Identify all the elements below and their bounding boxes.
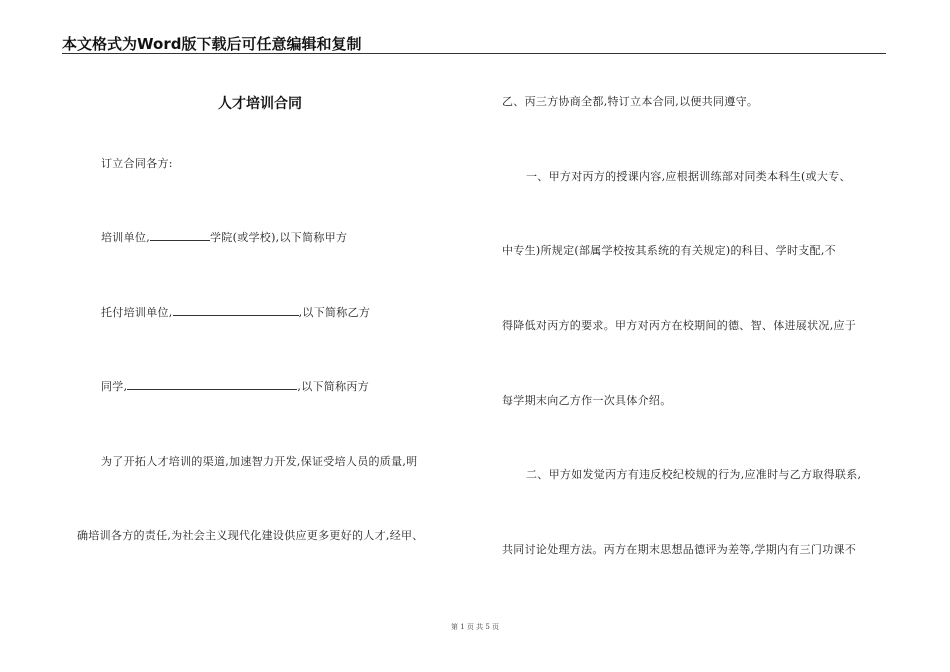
document-header-banner: 本文格式为Word版下载后可任意编辑和复制	[62, 35, 362, 53]
page-number-footer: 第 1 页 共 5 页	[450, 623, 500, 631]
party-a-line	[101, 229, 347, 245]
clause-1-line-4: 每学期末向乙方作一次具体介绍。	[502, 394, 672, 407]
party-a-prefix: 培训单位,	[101, 231, 150, 244]
party-c-prefix: 同学,	[101, 380, 128, 393]
header-divider	[62, 53, 886, 54]
party-a-suffix: 学院(或学校),以下简称甲方	[210, 231, 348, 244]
party-b-name-blank[interactable]	[173, 304, 299, 316]
parties-intro: 订立合同各方:	[101, 157, 173, 170]
party-b-suffix: ,以下简称乙方	[298, 306, 371, 319]
party-c-suffix: ,以下简称丙方	[297, 380, 370, 393]
agreement-line: 乙、丙三方协商全都,特订立本合同,以便共同遵守。	[502, 95, 759, 108]
party-b-line	[101, 304, 370, 320]
clause-2-line-1: 二、甲方如发觉丙方有违反校纪校规的行为,应准时与乙方取得联系,	[526, 468, 862, 481]
party-b-prefix: 托付培训单位,	[101, 306, 173, 319]
party-c-line	[101, 378, 369, 394]
purpose-paragraph-line-1: 为了开拓人才培训的渠道,加速智力开发,保证受培人员的质量,明	[101, 455, 418, 468]
clause-1-line-3: 得降低对丙方的要求。甲方对丙方在校期间的德、智、体进展状况,应于	[502, 319, 857, 332]
party-c-name-blank[interactable]	[127, 378, 297, 390]
clause-1-line-1: 一、甲方对丙方的授课内容,应根据训练部对同类本科生(或大专、	[526, 170, 851, 183]
contract-title: 人才培训合同	[218, 96, 302, 112]
purpose-paragraph-line-2: 确培训各方的责任,为社会主义现代化建设供应更多更好的人才,经甲、	[77, 529, 424, 542]
clause-1-line-2: 中专生)所规定(部属学校按其系统的有关规定)的科目、学时支配,不	[502, 244, 836, 257]
party-a-name-blank[interactable]	[150, 229, 210, 241]
clause-2-line-2: 共同讨论处理方法。丙方在期末思想品德评为差等,学期内有三门功课不	[502, 543, 857, 556]
